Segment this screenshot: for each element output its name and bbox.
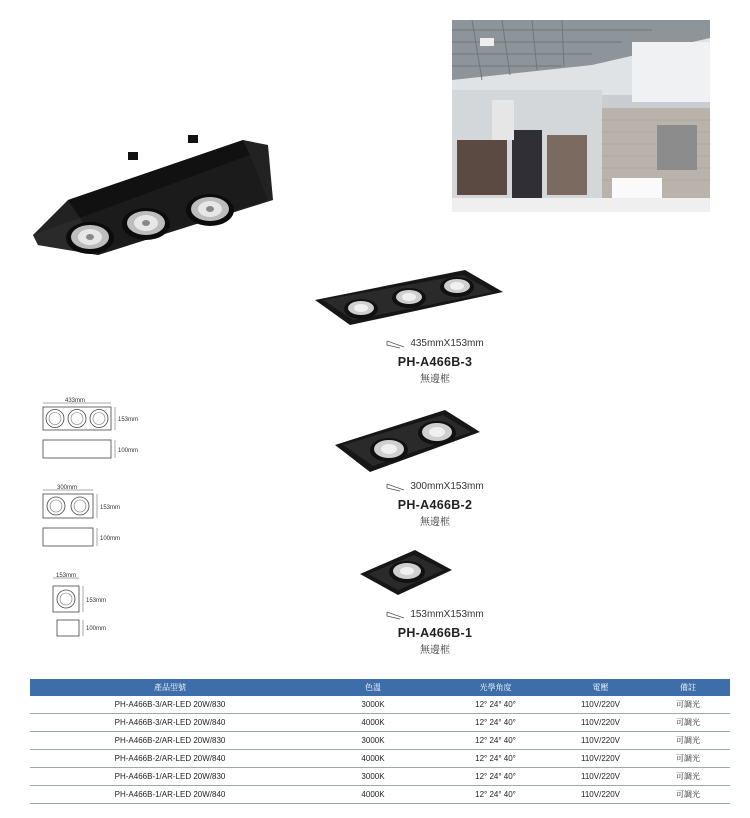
table-cell: 110V/220V xyxy=(555,714,646,732)
table-cell: PH-A466B-1/AR-LED 20W/830 xyxy=(30,768,310,786)
diagram-depth: 100mm xyxy=(118,448,139,454)
dimension-diagram-3 xyxy=(35,395,155,465)
dimension-diagram-2 xyxy=(35,482,145,552)
diagram-width: 153mm xyxy=(56,573,77,579)
table-header: 色溫 xyxy=(310,679,436,696)
spec-table xyxy=(30,679,730,804)
table-cell: PH-A466B-3/AR-LED 20W/840 xyxy=(30,714,310,732)
table-row xyxy=(30,750,730,768)
table-header-row xyxy=(30,679,730,696)
fixture-image-3-head xyxy=(315,270,503,325)
table-cell: 12° 24° 40° xyxy=(436,768,555,786)
diagram-height: 153mm xyxy=(118,417,139,423)
table-cell: 可調光 xyxy=(646,714,730,732)
product-dimension: 153mmX153mm xyxy=(410,609,484,620)
product-subtitle: 無邊框 xyxy=(420,517,450,528)
table-cell: 可調光 xyxy=(646,768,730,786)
diagram-depth: 100mm xyxy=(86,626,107,632)
table-cell: PH-A466B-3/AR-LED 20W/830 xyxy=(30,696,310,714)
table-cell: 110V/220V xyxy=(555,768,646,786)
table-header: 光學角度 xyxy=(436,679,555,696)
table-row xyxy=(30,714,730,732)
table-cell: 可調光 xyxy=(646,786,730,804)
table-cell: PH-A466B-2/AR-LED 20W/840 xyxy=(30,750,310,768)
fixture-image-2-head xyxy=(335,410,480,472)
table-cell: 12° 24° 40° xyxy=(436,696,555,714)
table-header: 備註 xyxy=(646,679,730,696)
product-model: PH-A466B-2 xyxy=(397,498,473,512)
table-cell: 4000K xyxy=(310,750,436,768)
diagram-depth: 100mm xyxy=(100,536,121,542)
product-photo-triple-fixture xyxy=(28,130,278,260)
diagram-width: 300mm xyxy=(57,485,78,491)
table-cell: 3000K xyxy=(310,768,436,786)
table-row xyxy=(30,786,730,804)
showroom-photo xyxy=(452,20,710,212)
table-row xyxy=(30,696,730,714)
table-cell: 110V/220V xyxy=(555,750,646,768)
dimension-diagram-1 xyxy=(45,570,135,645)
product-subtitle: 無邊框 xyxy=(420,374,450,385)
table-cell: 可調光 xyxy=(646,750,730,768)
diagram-height: 153mm xyxy=(86,598,107,604)
table-row xyxy=(30,768,730,786)
table-header: 產品型號 xyxy=(30,679,310,696)
table-cell: 12° 24° 40° xyxy=(436,786,555,804)
table-cell: 4000K xyxy=(310,786,436,804)
product-subtitle: 無邊框 xyxy=(420,645,450,656)
product-model: PH-A466B-1 xyxy=(397,626,473,640)
dimension-icon xyxy=(386,610,406,620)
table-cell: 可調光 xyxy=(646,732,730,750)
table-cell: 12° 24° 40° xyxy=(436,732,555,750)
table-cell: 4000K xyxy=(310,714,436,732)
table-cell: 110V/220V xyxy=(555,696,646,714)
product-model: PH-A466B-3 xyxy=(397,355,473,369)
product-dimension: 300mmX153mm xyxy=(410,481,484,492)
table-cell: 3000K xyxy=(310,732,436,750)
product-dimension: 435mmX153mm xyxy=(410,338,484,349)
dimension-icon xyxy=(386,339,406,349)
table-cell: 110V/220V xyxy=(555,786,646,804)
diagram-width: 433mm xyxy=(65,398,86,404)
table-cell: 3000K xyxy=(310,696,436,714)
dimension-icon xyxy=(386,482,406,492)
product-block-2 xyxy=(330,481,540,528)
table-cell: 可調光 xyxy=(646,696,730,714)
table-header: 電壓 xyxy=(555,679,646,696)
table-cell: PH-A466B-1/AR-LED 20W/840 xyxy=(30,786,310,804)
fixture-image-1-head xyxy=(360,550,452,595)
table-cell: 12° 24° 40° xyxy=(436,714,555,732)
table-row xyxy=(30,732,730,750)
product-block-3 xyxy=(330,338,540,385)
product-block-1 xyxy=(330,609,540,656)
diagram-height: 153mm xyxy=(100,505,121,511)
table-cell: 12° 24° 40° xyxy=(436,750,555,768)
table-cell: PH-A466B-2/AR-LED 20W/830 xyxy=(30,732,310,750)
table-cell: 110V/220V xyxy=(555,732,646,750)
